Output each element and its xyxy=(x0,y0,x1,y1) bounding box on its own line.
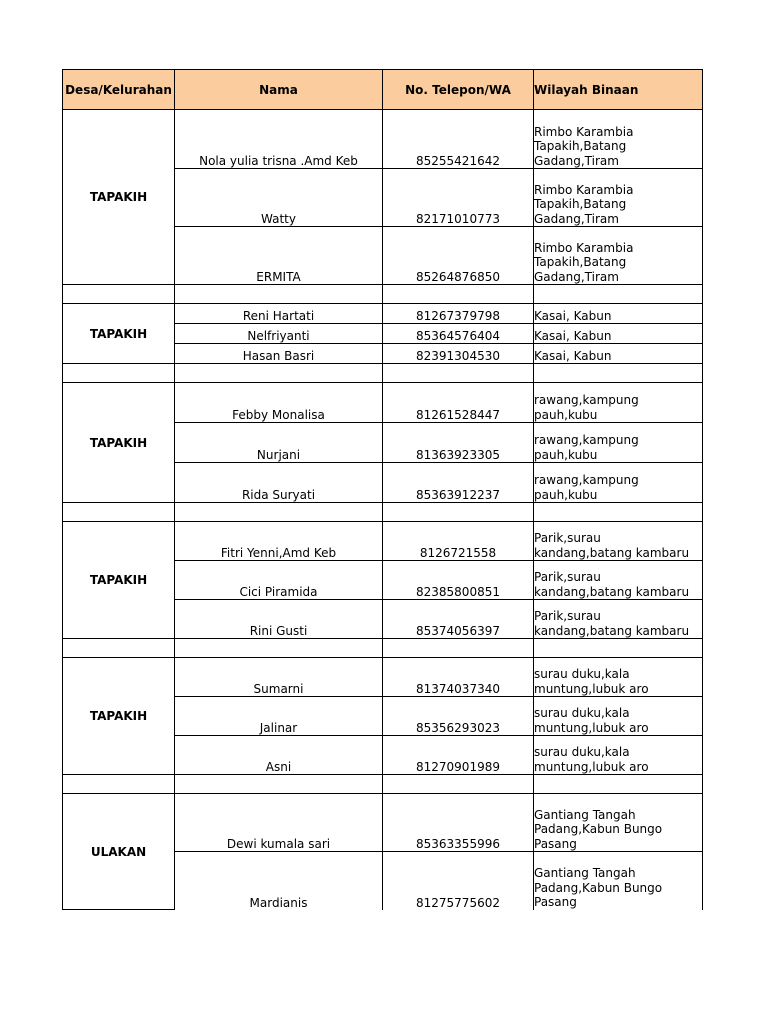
telepon-cell: 85255421642 xyxy=(383,110,534,169)
header-wilayah: Wilayah Binaan xyxy=(534,70,703,110)
nama-cell: Sumarni xyxy=(175,658,383,697)
wilayah-cell: rawang,kampung pauh,kubu xyxy=(534,383,703,423)
wilayah-cell: surau duku,kala muntung,lubuk aro xyxy=(534,658,703,697)
wilayah-cell: rawang,kampung pauh,kubu xyxy=(534,463,703,503)
spacer-row xyxy=(63,775,703,794)
nama-cell: Nurjani xyxy=(175,423,383,463)
telepon-cell: 82391304530 xyxy=(383,344,534,364)
wilayah-cell: rawang,kampung pauh,kubu xyxy=(534,423,703,463)
table-row xyxy=(63,304,703,324)
wilayah-cell: Kasai, Kabun xyxy=(534,344,703,364)
wilayah-cell: Parik,surau kandang,batang kambaru xyxy=(534,600,703,639)
telepon-cell: 81270901989 xyxy=(383,736,534,775)
wilayah-cell: Rimbo Karambia Tapakih,Batang Gadang,Tiram xyxy=(534,110,703,169)
nama-cell: Jalinar xyxy=(175,697,383,736)
telepon-cell: 82385800851 xyxy=(383,561,534,600)
desa-cell: TAPAKIH xyxy=(63,110,175,285)
spacer-row xyxy=(63,639,703,658)
telepon-cell: 82171010773 xyxy=(383,169,534,227)
telepon-cell: 81374037340 xyxy=(383,658,534,697)
data-table xyxy=(62,69,703,910)
nama-cell: Febby Monalisa xyxy=(175,383,383,423)
table-row xyxy=(63,383,703,423)
telepon-cell: 85363912237 xyxy=(383,463,534,503)
telepon-cell: 85364576404 xyxy=(383,324,534,344)
table-row xyxy=(63,794,703,852)
telepon-cell: 81261528447 xyxy=(383,383,534,423)
nama-cell: Asni xyxy=(175,736,383,775)
nama-cell: Cici Piramida xyxy=(175,561,383,600)
header-desa: Desa/Kelurahan xyxy=(63,70,175,110)
nama-cell: Reni Hartati xyxy=(175,304,383,324)
desa-cell: ULAKAN xyxy=(63,794,175,910)
telepon-cell: 8126721558 xyxy=(383,522,534,561)
wilayah-cell: Kasai, Kabun xyxy=(534,324,703,344)
wilayah-cell: Kasai, Kabun xyxy=(534,304,703,324)
spacer-row xyxy=(63,503,703,522)
telepon-cell: 81363923305 xyxy=(383,423,534,463)
nama-cell: ERMITA xyxy=(175,227,383,285)
header-row xyxy=(63,70,703,110)
telepon-cell: 81267379798 xyxy=(383,304,534,324)
desa-cell: TAPAKIH xyxy=(63,658,175,775)
desa-cell: TAPAKIH xyxy=(63,304,175,364)
nama-cell: Mardianis xyxy=(175,852,383,910)
spacer-row xyxy=(63,364,703,383)
table-row xyxy=(63,110,703,169)
wilayah-cell: Parik,surau kandang,batang kambaru xyxy=(534,522,703,561)
telepon-cell: 85363355996 xyxy=(383,794,534,852)
wilayah-cell: surau duku,kala muntung,lubuk aro xyxy=(534,697,703,736)
wilayah-cell: Gantiang Tangah Padang,Kabun Bungo Pasang xyxy=(534,852,703,910)
table-row xyxy=(63,522,703,561)
nama-cell: Hasan Basri xyxy=(175,344,383,364)
nama-cell: Rini Gusti xyxy=(175,600,383,639)
header-telepon: No. Telepon/WA xyxy=(383,70,534,110)
nama-cell: Rida Suryati xyxy=(175,463,383,503)
nama-cell: Nelfriyanti xyxy=(175,324,383,344)
wilayah-cell: Parik,surau kandang,batang kambaru xyxy=(534,561,703,600)
telepon-cell: 85264876850 xyxy=(383,227,534,285)
wilayah-cell: Rimbo Karambia Tapakih,Batang Gadang,Tiram xyxy=(534,169,703,227)
nama-cell: Fitri Yenni,Amd Keb xyxy=(175,522,383,561)
nama-cell: Nola yulia trisna .Amd Keb xyxy=(175,110,383,169)
nama-cell: Dewi kumala sari xyxy=(175,794,383,852)
wilayah-cell: Rimbo Karambia Tapakih,Batang Gadang,Tiram xyxy=(534,227,703,285)
wilayah-cell: surau duku,kala muntung,lubuk aro xyxy=(534,736,703,775)
header-nama: Nama xyxy=(175,70,383,110)
telepon-cell: 85374056397 xyxy=(383,600,534,639)
desa-cell: TAPAKIH xyxy=(63,383,175,503)
telepon-cell: 81275775602 xyxy=(383,852,534,910)
table-row xyxy=(63,658,703,697)
wilayah-cell: Gantiang Tangah Padang,Kabun Bungo Pasang xyxy=(534,794,703,852)
desa-cell: TAPAKIH xyxy=(63,522,175,639)
spacer-row xyxy=(63,285,703,304)
nama-cell: Watty xyxy=(175,169,383,227)
telepon-cell: 85356293023 xyxy=(383,697,534,736)
